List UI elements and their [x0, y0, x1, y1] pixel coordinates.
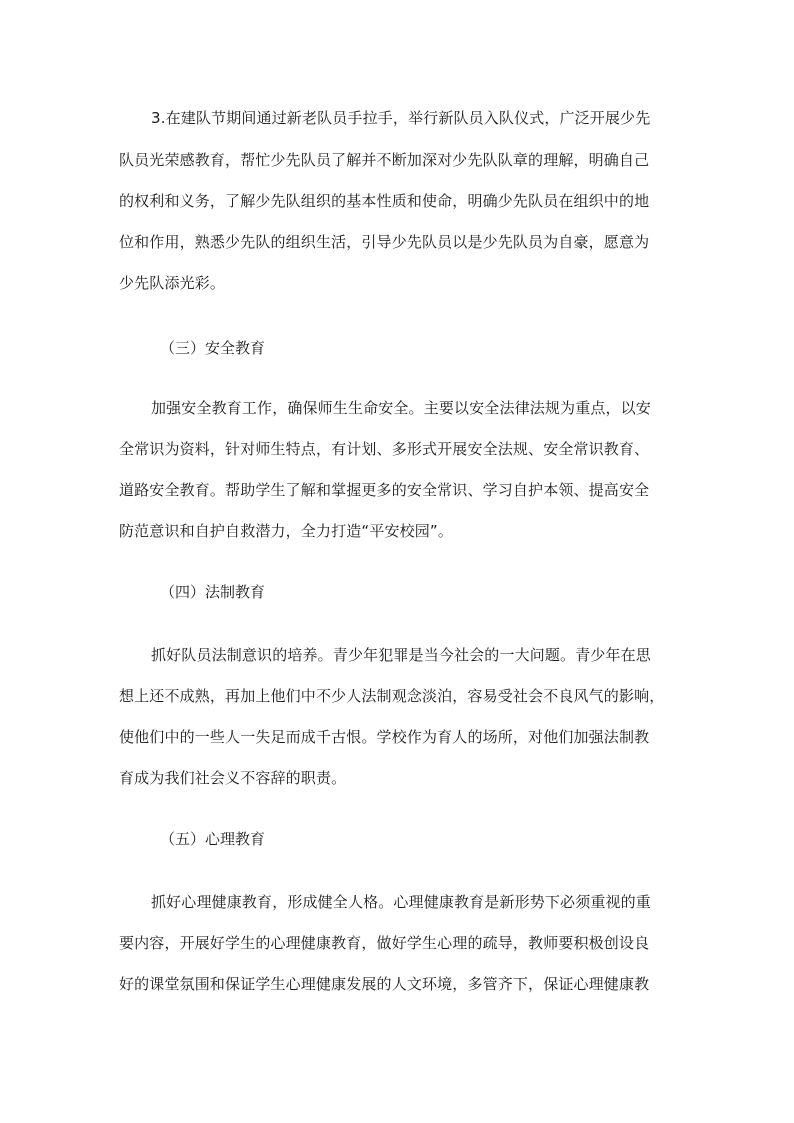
paragraph-line: 好的课堂氛围和保证学生心理健康发展的人文环境，多管齐下，保证心理健康教 [119, 975, 650, 993]
paragraph-line: 的权利和义务，了解少先队组织的基本性质和使命，明确少先队员在组织中的地 [119, 192, 650, 210]
paragraph-line: 使他们中的一些人一失足而成千古恨。学校作为育人的场所，对他们加强法制教 [119, 728, 650, 746]
paragraph-line: 队员光荣感教育，帮忙少先队员了解并不断加深对少先队队章的理解，明确自己 [119, 151, 650, 169]
paragraph-line: 道路安全教育。帮助学生了解和掌握更多的安全常识、学习自护本领、提高安全 [119, 481, 650, 499]
paragraph-line: 抓好队员法制意识的培养。青少年犯罪是当今社会的一大问题。青少年在思 [151, 646, 651, 664]
paragraph-line: 位和作用，熟悉少先队的组织生活，引导少先队员以是少先队员为自豪，愿意为 [119, 233, 650, 251]
paragraph-line: 要内容，开展好学生的心理健康教育，做好学生心理的疏导，教师要积极创设良 [119, 934, 650, 952]
paragraph-line: 育成为我们社会义不容辞的职责。 [119, 769, 347, 787]
paragraph-line: 加强安全教育工作，确保师生生命安全。主要以安全法律法规为重点，以安 [151, 399, 651, 417]
paragraph-line: 少先队添光彩。 [119, 274, 226, 292]
paragraph-line: 防范意识和自护自救潜力，全力打造“平安校园”。 [119, 522, 453, 540]
paragraph-line: 3.在建队节期间通过新老队员手拉手，举行新队员入队仪式，广泛开展少先 [151, 109, 651, 127]
paragraph-line: 想上还不成熟，再加上他们中不少人法制观念淡泊，容易受社会不良风气的影响， [119, 687, 665, 705]
section-heading-legal: （四）法制教育 [160, 583, 266, 601]
paragraph-line: 全常识为资料，针对师生特点，有计划、多形式开展安全法规、安全常识教育、 [119, 440, 650, 458]
section-heading-safety: （三）安全教育 [160, 339, 266, 357]
section-heading-psychology: （五）心理教育 [160, 830, 266, 848]
paragraph-line: 抓好心理健康教育，形成健全人格。心理健康教育是新形势下必须重视的重 [151, 893, 651, 911]
